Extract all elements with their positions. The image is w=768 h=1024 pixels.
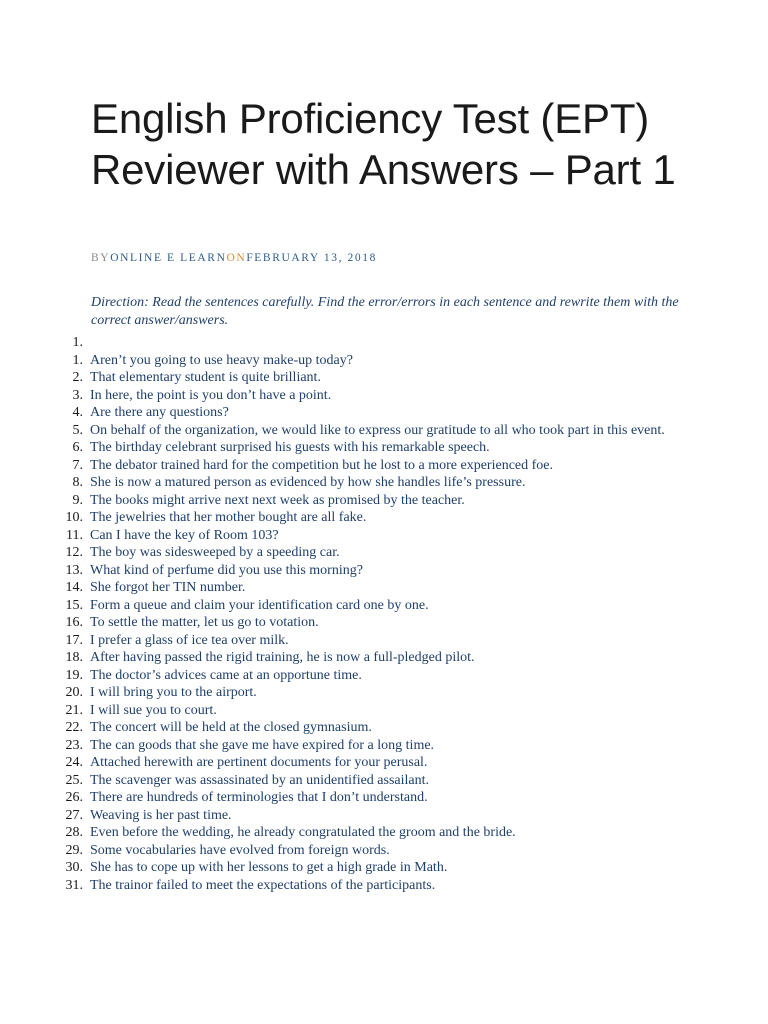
item-sentence: The debator trained hard for the competition but he lost to a more experienced foe.: [90, 457, 553, 473]
item-number: 5.: [72, 422, 83, 438]
list-item: [56, 527, 696, 545]
list-item: [56, 439, 696, 457]
byline-author[interactable]: ONLINE E LEARN: [110, 252, 227, 264]
item-number: 19.: [65, 667, 83, 683]
item-number: 12.: [65, 545, 83, 560]
item-number: 4.: [72, 405, 83, 420]
item-sentence: The can goods that she gave me have expired for a long time.: [90, 737, 435, 753]
list-item: [56, 877, 696, 895]
list-item: [56, 369, 696, 387]
item-number: 25.: [65, 772, 83, 788]
list-item: [56, 509, 696, 527]
item-number: 1.: [72, 352, 83, 368]
item-number: 22.: [65, 720, 83, 735]
list-item: [56, 719, 696, 737]
item-number: 8.: [72, 475, 83, 490]
byline-date[interactable]: FEBRUARY 13, 2018: [246, 252, 377, 264]
item-number: 28.: [65, 825, 83, 840]
item-sentence: The boy was sidesweeped by a speeding car.: [90, 545, 340, 560]
list-item: [56, 842, 696, 860]
item-sentence: The trainor failed to meet the expectations of the participants.: [90, 877, 436, 893]
item-sentence: What kind of perfume did you use this morning?: [90, 562, 363, 578]
item-number: 1.: [72, 335, 83, 350]
list-item: [56, 404, 696, 422]
list-item: [56, 492, 696, 510]
list-item: [56, 649, 696, 667]
list-item: [56, 772, 696, 790]
item-number: 6.: [72, 440, 83, 455]
item-sentence: Weaving is her past time.: [90, 807, 232, 823]
list-item: [56, 632, 696, 650]
item-sentence: Even before the wedding, he already congratulated the groom and the bride.: [90, 825, 516, 840]
list-item: [56, 789, 696, 807]
list-item: [56, 422, 696, 440]
item-sentence: Form a queue and claim your identification card one by one.: [90, 597, 429, 613]
item-sentence: On behalf of the organization, we would like to express our gratitude to all who took part in this event.: [90, 422, 665, 438]
item-number: 10.: [65, 510, 83, 525]
item-number: 20.: [65, 685, 83, 700]
item-sentence: The books might arrive next next week as promised by the teacher.: [90, 492, 465, 508]
item-number: 26.: [65, 790, 83, 805]
byline-by: BY: [91, 252, 111, 264]
item-sentence: Are there any questions?: [90, 405, 229, 420]
item-number: 30.: [65, 860, 83, 875]
item-sentence: I will bring you to the airport.: [90, 685, 257, 700]
post-byline: [91, 252, 377, 264]
item-sentence: To settle the matter, let us go to votation.: [90, 615, 319, 630]
list-item: [56, 859, 696, 877]
item-sentence: That elementary student is quite brilliant.: [90, 370, 321, 385]
item-number: 24.: [65, 755, 83, 770]
list-item: [56, 457, 696, 475]
item-sentence: Some vocabularies have evolved from foreign words.: [90, 842, 390, 858]
item-number: 9.: [72, 492, 83, 508]
list-item: [56, 684, 696, 702]
item-number: 13.: [65, 562, 83, 578]
list-item: [56, 737, 696, 755]
direction-text: Direction: Read the sentences carefully. Find the error/errors in each sentence and rewrite them with the correct answer/answers.: [91, 295, 679, 328]
item-number: 21.: [65, 702, 83, 718]
list-item: [56, 824, 696, 842]
list-item: [56, 352, 696, 370]
item-sentence: Attached herewith are pertinent documents for your perusal.: [90, 755, 428, 770]
item-sentence: The concert will be held at the closed gymnasium.: [90, 720, 372, 735]
item-sentence: [83, 334, 696, 352]
item-sentence: The jewelries that her mother bought are all fake.: [90, 510, 367, 525]
item-number: 3.: [72, 387, 83, 403]
item-number: 29.: [65, 842, 83, 858]
item-number: 18.: [65, 650, 83, 665]
item-number: 11.: [66, 527, 83, 543]
item-number: 27.: [65, 807, 83, 823]
item-sentence: She forgot her TIN number.: [90, 580, 246, 595]
item-number: 2.: [72, 370, 83, 385]
item-sentence: After having passed the rigid training, he is now a full-pledged pilot.: [90, 650, 475, 665]
list-item: [56, 474, 696, 492]
item-number: 17.: [65, 632, 83, 648]
list-item: [56, 702, 696, 720]
list-item: [56, 807, 696, 825]
list-item: [56, 597, 696, 615]
item-number: 15.: [65, 597, 83, 613]
list-item: [56, 544, 696, 562]
item-number: 7.: [72, 457, 83, 473]
list-item: [56, 334, 696, 352]
item-sentence: Can I have the key of Room 103?: [90, 527, 279, 543]
item-sentence: The scavenger was assassinated by an unidentified assailant.: [90, 772, 430, 788]
item-sentence: I prefer a glass of ice tea over milk.: [90, 632, 289, 648]
list-item: [56, 614, 696, 632]
item-sentence: Aren’t you going to use heavy make-up today?: [90, 352, 353, 368]
item-number: 16.: [65, 615, 83, 630]
byline-on: ON: [226, 252, 247, 264]
item-number: 31.: [65, 877, 83, 893]
item-number: 14.: [65, 580, 83, 595]
item-sentence: She has to cope up with her lessons to get a high grade in Math.: [90, 860, 448, 875]
question-list: [56, 334, 696, 894]
item-number: 23.: [65, 737, 83, 753]
list-item: [56, 387, 696, 405]
page-title: English Proficiency Test (EPT) Reviewer with Answers – Part 1: [91, 95, 676, 193]
item-sentence: There are hundreds of terminologies that I don’t understand.: [90, 790, 428, 805]
item-sentence: The birthday celebrant surprised his guests with his remarkable speech.: [90, 440, 490, 455]
item-sentence: In here, the point is you don’t have a point.: [90, 387, 332, 403]
list-item: [56, 754, 696, 772]
list-item: [56, 562, 696, 580]
list-item: [56, 667, 696, 685]
item-sentence: The doctor’s advices came at an opportune time.: [90, 667, 362, 683]
item-sentence: She is now a matured person as evidenced by how she handles life’s pressure.: [90, 475, 526, 490]
list-item: [56, 579, 696, 597]
item-sentence: I will sue you to court.: [90, 702, 217, 718]
